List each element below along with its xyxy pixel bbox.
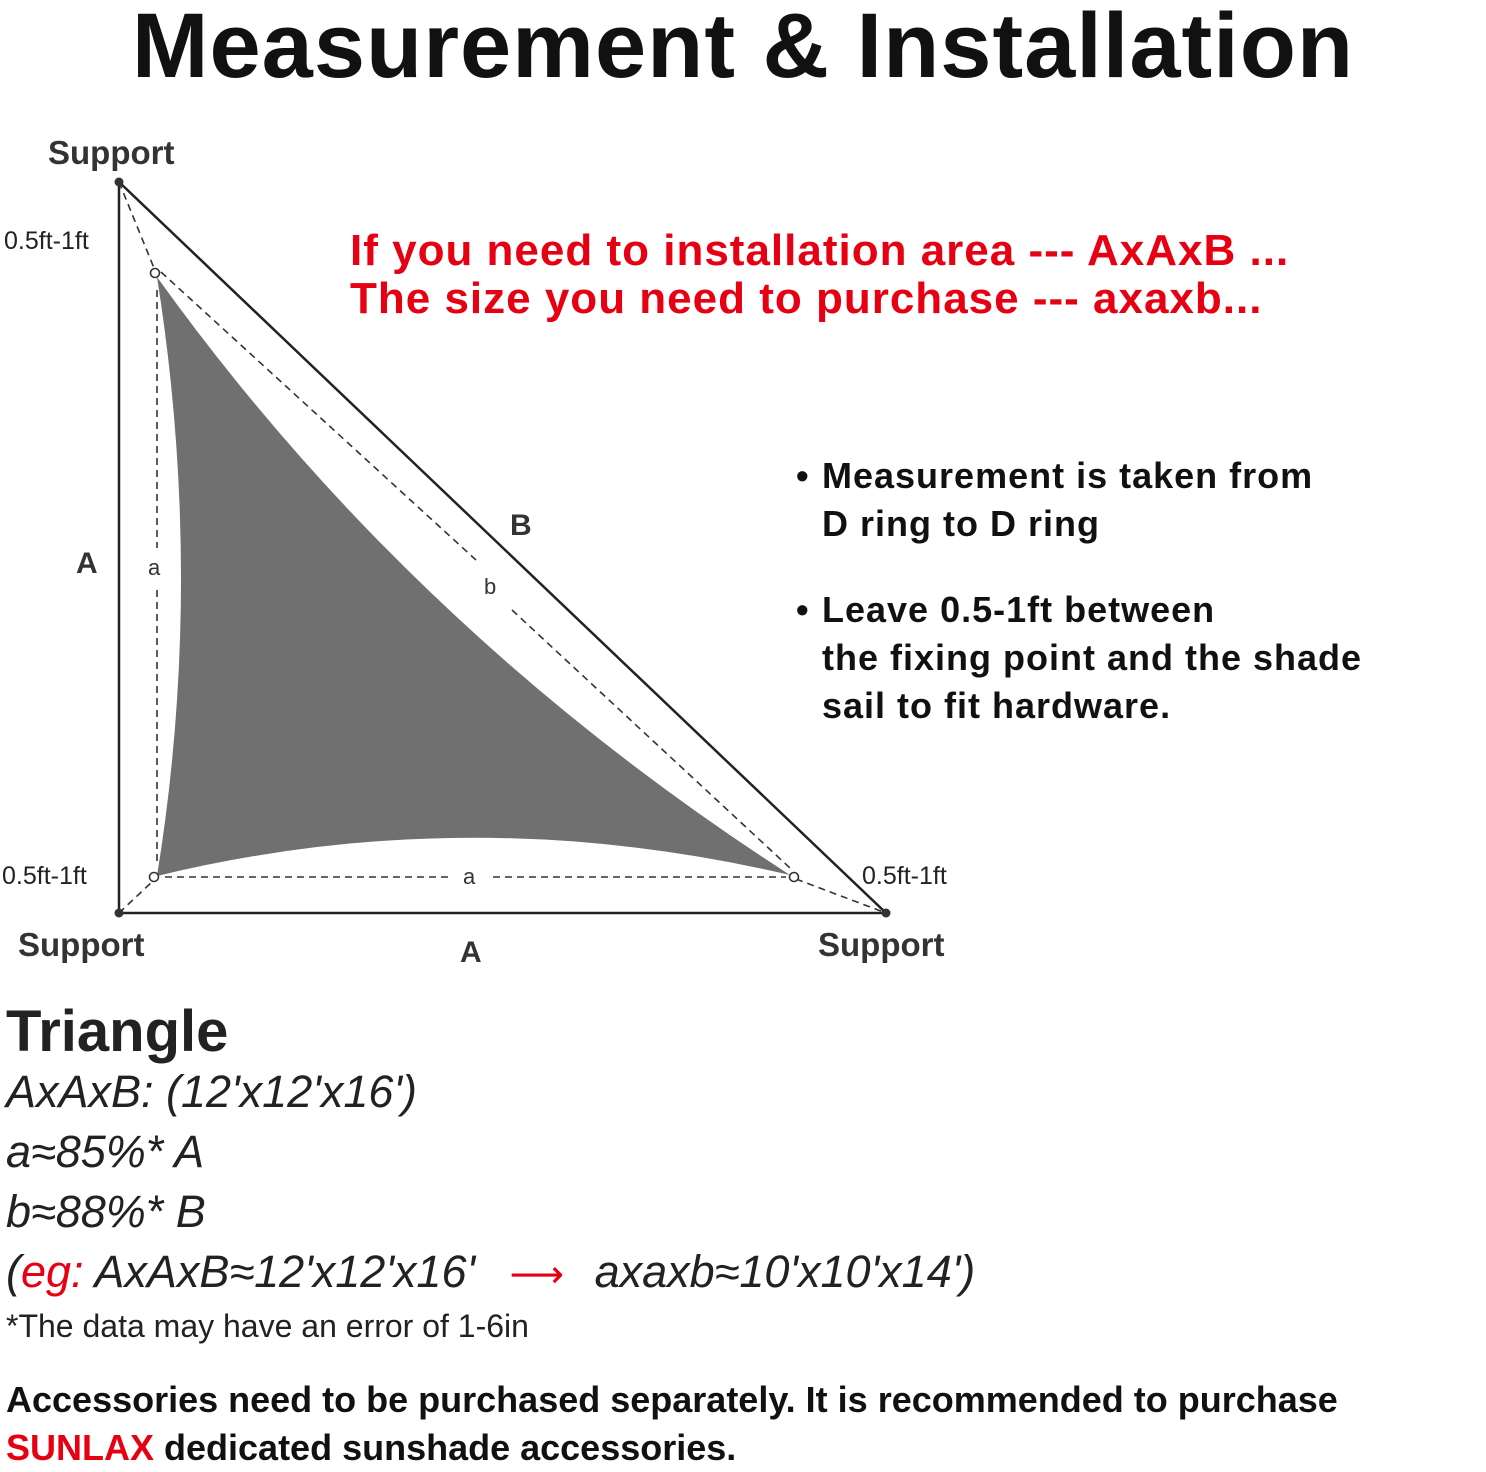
support-point xyxy=(115,909,124,918)
side-label-b: b xyxy=(484,574,497,599)
bullet-leave-gap xyxy=(796,586,1363,730)
formula-axaxb: AxAxB: (12'x12'x16') xyxy=(6,1066,417,1117)
headline-line-2: The size you need to purchase --- axaxb... xyxy=(350,274,1263,323)
error-note: *The data may have an error of 1-6in xyxy=(6,1308,529,1344)
bullet-dot: • xyxy=(796,589,810,630)
support-label-top: Support xyxy=(48,134,175,171)
headline-line-1: If you need to installation area --- AxAxB ... xyxy=(350,226,1290,275)
bullet-measurement xyxy=(796,452,1314,548)
side-label-a-left: a xyxy=(148,555,161,580)
side-label-a-bottom: a xyxy=(463,864,476,889)
brand-name: SUNLAX xyxy=(6,1427,155,1468)
arrow-icon: ⟶ xyxy=(509,1254,565,1296)
gap-label-top: 0.5ft-1ft xyxy=(4,227,89,255)
bullet-line: sail to fit hardware. xyxy=(822,685,1172,726)
bullet-line: Leave 0.5-1ft between xyxy=(822,589,1216,630)
support-label-bottom-left: Support xyxy=(18,926,145,963)
bullet-line: the fixing point and the shade xyxy=(822,637,1363,678)
gap-label-bottom-right: 0.5ft-1ft xyxy=(862,862,947,890)
bullet-dot: • xyxy=(796,455,810,496)
bullet-line: Measurement is taken from xyxy=(822,455,1314,496)
formula-example xyxy=(6,1246,975,1298)
shade-sail xyxy=(157,277,790,876)
side-label-B: B xyxy=(510,509,532,542)
support-label-bottom-right: Support xyxy=(818,926,945,963)
page-title: Measurement & Installation xyxy=(131,0,1355,97)
support-point xyxy=(115,178,124,187)
formula-a: a≈85%* A xyxy=(6,1126,205,1177)
d-ring xyxy=(150,873,159,882)
d-ring xyxy=(790,873,799,882)
support-point xyxy=(882,909,891,918)
example-right: axaxb≈10'x10'x14') xyxy=(594,1246,976,1297)
side-label-A-bottom: A xyxy=(460,936,482,969)
example-open-paren: ( xyxy=(6,1246,21,1297)
side-label-A-left: A xyxy=(76,547,98,580)
accessories-notice xyxy=(6,1376,1338,1472)
formula-b: b≈88%* B xyxy=(6,1186,206,1237)
d-ring xyxy=(151,269,160,278)
triangle-heading: Triangle xyxy=(6,999,229,1064)
accessories-line-1: Accessories need to be purchased separately. It is recommended to purchase xyxy=(6,1379,1338,1420)
accessories-line-2 xyxy=(6,1424,1338,1472)
bullet-line: D ring to D ring xyxy=(822,503,1100,544)
example-eg: eg: xyxy=(21,1246,84,1297)
accessories-line-2-rest: dedicated sunshade accessories. xyxy=(154,1427,737,1468)
gap-label-bottom-left: 0.5ft-1ft xyxy=(2,862,87,890)
example-left: AxAxB≈12'x12'x16' xyxy=(83,1246,476,1297)
